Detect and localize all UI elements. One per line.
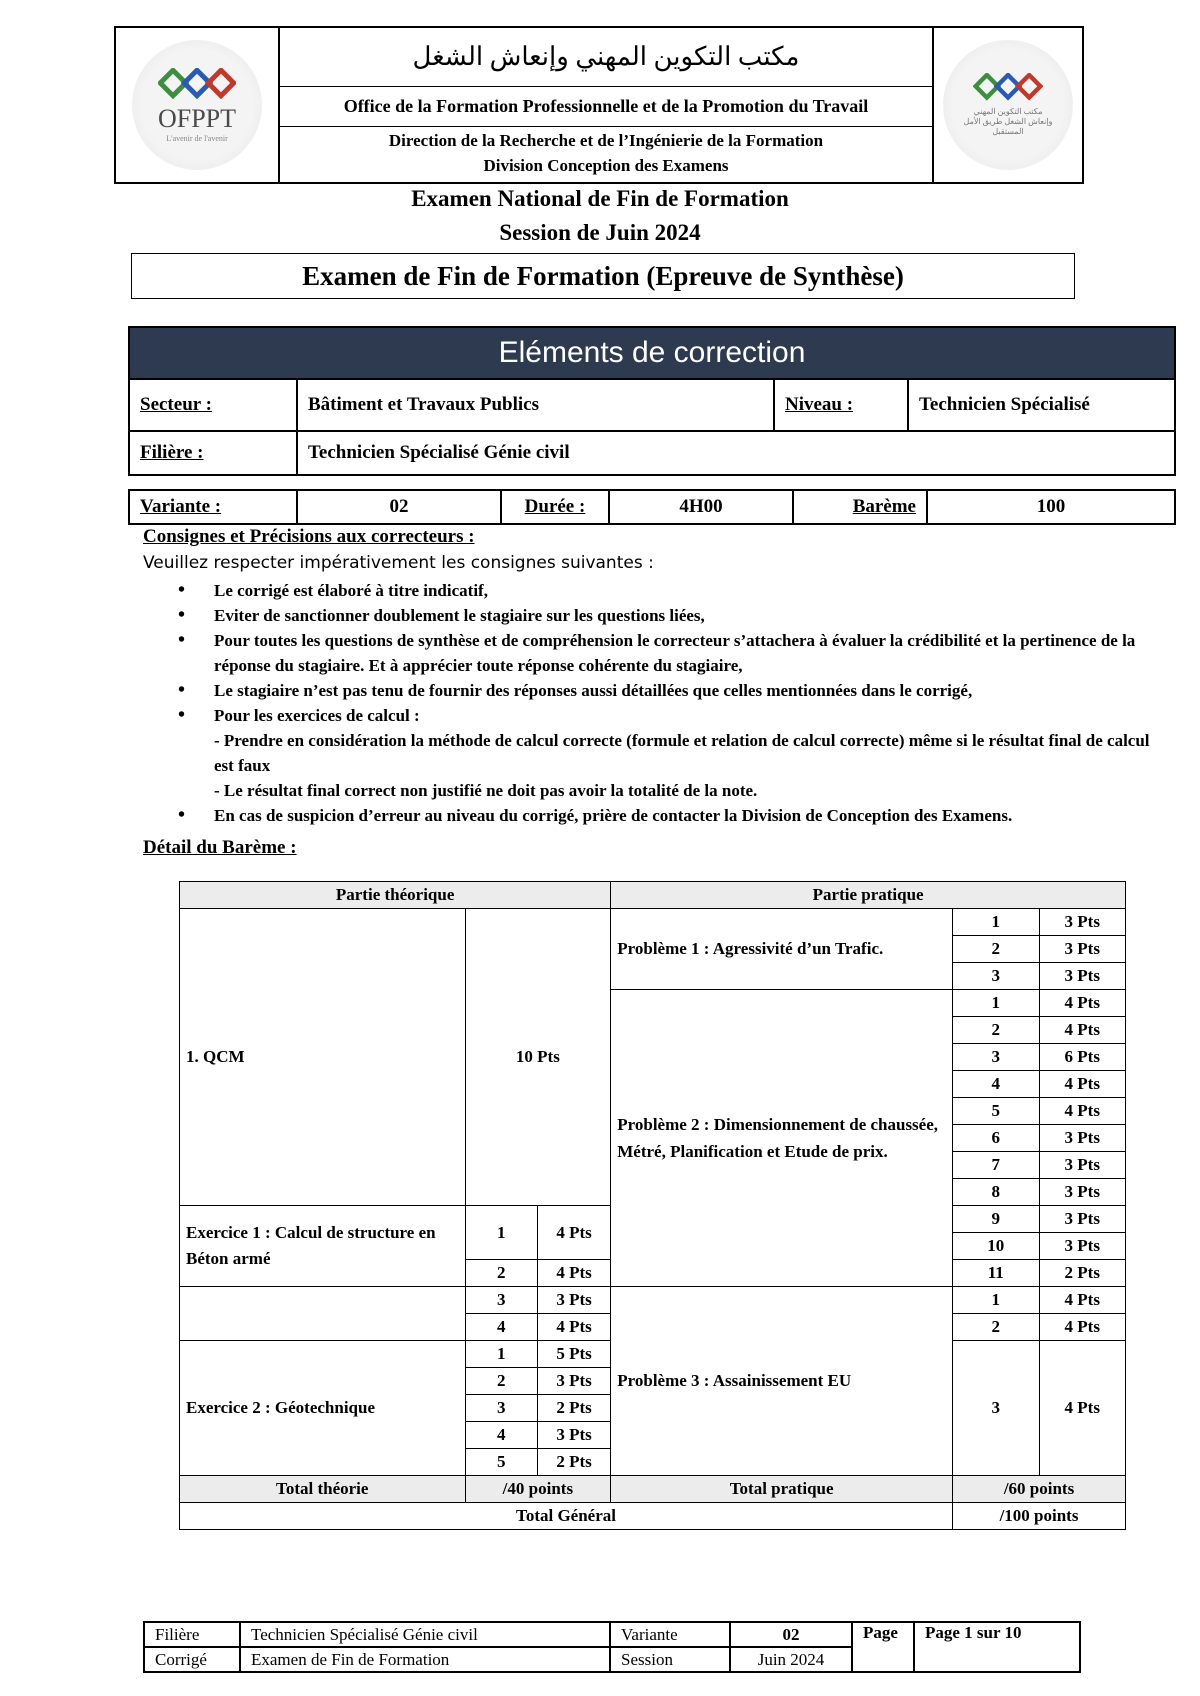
logo-arabic-text: مكتب التكوين المهني وإنعاش الشغل طريق الأمل المستقبل bbox=[963, 107, 1053, 136]
practice-header: Partie pratique bbox=[611, 882, 1126, 909]
bareme-table bbox=[179, 881, 1126, 1530]
bareme-title: Détail du Barème : bbox=[143, 837, 297, 858]
q-points: 4 Pts bbox=[1039, 990, 1126, 1017]
consignes-intro: Veuillez respecter impérativement les consignes suivantes : bbox=[143, 553, 654, 573]
q-points: 3 Pts bbox=[537, 1422, 610, 1449]
niveau-value: Technicien Spécialisé bbox=[908, 379, 1175, 431]
problem2-label: Problème 2 : Dimensionnement de chaussée, Métré, Planification et Etude de prix. bbox=[611, 990, 953, 1287]
q-points: 3 Pts bbox=[1039, 1179, 1126, 1206]
header-box bbox=[114, 26, 1084, 184]
arabic-title: مكتب التكوين المهني وإنعاش الشغل bbox=[278, 28, 934, 87]
correction-table bbox=[128, 326, 1176, 476]
q-points: 5 Pts bbox=[537, 1341, 610, 1368]
total-general-label: Total Général bbox=[180, 1503, 953, 1530]
footer-variante-label: Variante bbox=[610, 1622, 730, 1647]
secteur-label: Secteur : bbox=[129, 379, 297, 431]
q-num: 2 bbox=[465, 1368, 537, 1395]
bareme-label: Barème bbox=[793, 490, 927, 524]
exercise1-spacer bbox=[180, 1287, 466, 1341]
direction-name: Direction de la Recherche et de l’Ingénierie de la Formation bbox=[388, 131, 824, 150]
q-num: 1 bbox=[465, 1341, 537, 1368]
variante-table bbox=[128, 489, 1176, 525]
q-num: 9 bbox=[953, 1206, 1039, 1233]
division-name: Division Conception des Examens bbox=[483, 156, 729, 175]
q-num: 6 bbox=[953, 1125, 1039, 1152]
total-general-value: /100 points bbox=[953, 1503, 1126, 1530]
q-num: 5 bbox=[953, 1098, 1039, 1125]
header-center bbox=[278, 28, 934, 182]
exercise1-label: Exercice 1 : Calcul de structure en Béton armé bbox=[180, 1206, 466, 1287]
q-points: 3 Pts bbox=[1039, 1152, 1126, 1179]
q-points: 3 Pts bbox=[1039, 1206, 1126, 1233]
niveau-label: Niveau : bbox=[774, 379, 908, 431]
consignes-list bbox=[178, 578, 1163, 828]
total-practice-label: Total pratique bbox=[611, 1476, 953, 1503]
list-item: - Le résultat final correct non justifié ne doit pas avoir la totalité de la note. bbox=[214, 781, 758, 800]
list-item: • Pour toutes les questions de synthèse et de compréhension le correcteur s’attachera à évaluer la crédibilité et la pertinence de la réponse du stagiaire. Et à apprécier toute réponse cohérente du stagiaire, bbox=[178, 628, 1163, 678]
footer-filiere-value: Technicien Spécialisé Génie civil bbox=[240, 1622, 610, 1647]
q-num: 2 bbox=[953, 936, 1039, 963]
q-points: 3 Pts bbox=[1039, 1233, 1126, 1260]
q-num: 3 bbox=[465, 1287, 537, 1314]
footer-page-label: Page bbox=[852, 1622, 914, 1672]
logo-tagline: L'avenir de l'avenir bbox=[166, 133, 228, 143]
footer-variante-value: 02 bbox=[730, 1622, 852, 1647]
q-points: 3 Pts bbox=[1039, 936, 1126, 963]
q-num: 5 bbox=[465, 1449, 537, 1476]
q-points: 6 Pts bbox=[1039, 1044, 1126, 1071]
q-points: 4 Pts bbox=[537, 1260, 610, 1287]
filiere-label: Filière : bbox=[129, 431, 297, 475]
list-item: • Le stagiaire n’est pas tenu de fournir des réponses aussi détaillées que celles mentionnées dans le corrigé, bbox=[178, 678, 1163, 703]
direction-block bbox=[278, 128, 934, 178]
footer-filiere-label: Filière bbox=[144, 1622, 240, 1647]
q-num: 1 bbox=[465, 1206, 537, 1260]
office-name: Office de la Formation Professionnelle et de la Promotion du Travail bbox=[278, 86, 934, 127]
logo-seal bbox=[132, 40, 262, 170]
exam-national-title: Examen National de Fin de Formation bbox=[411, 186, 789, 211]
q-points: 3 Pts bbox=[1039, 963, 1126, 990]
consignes-title: Consignes et Précisions aux correcteurs : bbox=[143, 526, 475, 547]
q-num: 4 bbox=[465, 1314, 537, 1341]
qcm-points: 10 Pts bbox=[465, 909, 611, 1206]
exam-session: Session de Juin 2024 bbox=[499, 220, 701, 245]
q-points: 3 Pts bbox=[537, 1368, 610, 1395]
ofppt-diamonds-icon bbox=[158, 68, 236, 102]
total-theory-value: /40 points bbox=[465, 1476, 611, 1503]
q-points: 3 Pts bbox=[537, 1287, 610, 1314]
variante-label: Variante : bbox=[129, 490, 297, 524]
q-points: 4 Pts bbox=[537, 1206, 610, 1260]
qcm-label: 1. QCM bbox=[180, 909, 466, 1206]
correction-banner: Eléments de correction bbox=[129, 327, 1175, 379]
q-num: 7 bbox=[953, 1152, 1039, 1179]
q-points: 4 Pts bbox=[1039, 1341, 1126, 1476]
list-item: - Prendre en considération la méthode de calcul correcte (formule et relation de calcul correcte) même si le résultat final de calcul est faux bbox=[214, 731, 1150, 775]
bareme-value: 100 bbox=[927, 490, 1175, 524]
total-practice-value: /60 points bbox=[953, 1476, 1126, 1503]
footer-session-label: Session bbox=[610, 1647, 730, 1672]
theory-header: Partie théorique bbox=[180, 882, 611, 909]
list-item: • Pour les exercices de calcul : bbox=[178, 703, 1163, 728]
q-num: 10 bbox=[953, 1233, 1039, 1260]
logo-brand: OFPPT bbox=[157, 103, 237, 133]
q-points: 4 Pts bbox=[1039, 1098, 1126, 1125]
q-num: 4 bbox=[953, 1071, 1039, 1098]
exercise2-label: Exercice 2 : Géotechnique bbox=[180, 1341, 466, 1476]
q-num: 3 bbox=[953, 1341, 1039, 1476]
footer-corrige-label: Corrigé bbox=[144, 1647, 240, 1672]
ofppt-diamonds-icon bbox=[973, 73, 1043, 103]
variante-value: 02 bbox=[297, 490, 501, 524]
footer-corrige-value: Examen de Fin de Formation bbox=[240, 1647, 610, 1672]
q-points: 3 Pts bbox=[1039, 909, 1126, 936]
list-item: • Le corrigé est élaboré à titre indicatif, bbox=[178, 578, 1163, 603]
q-points: 2 Pts bbox=[537, 1449, 610, 1476]
q-points: 4 Pts bbox=[1039, 1314, 1126, 1341]
problem3-label: Problème 3 : Assainissement EU bbox=[611, 1287, 953, 1476]
q-num: 3 bbox=[465, 1395, 537, 1422]
q-num: 1 bbox=[953, 990, 1039, 1017]
q-points: 3 Pts bbox=[1039, 1125, 1126, 1152]
q-points: 2 Pts bbox=[1039, 1260, 1126, 1287]
q-num: 3 bbox=[953, 963, 1039, 990]
total-theory-label: Total théorie bbox=[180, 1476, 466, 1503]
problem1-label: Problème 1 : Agressivité d’un Trafic. bbox=[611, 909, 953, 990]
exam-title: Examen de Fin de Formation (Epreuve de Synthèse) bbox=[131, 253, 1075, 299]
filiere-value: Technicien Spécialisé Génie civil bbox=[297, 431, 1175, 475]
q-num: 1 bbox=[953, 909, 1039, 936]
list-item: • Eviter de sanctionner doublement le stagiaire sur les questions liées, bbox=[178, 603, 1163, 628]
q-num: 8 bbox=[953, 1179, 1039, 1206]
q-points: 4 Pts bbox=[1039, 1017, 1126, 1044]
q-num: 1 bbox=[953, 1287, 1039, 1314]
q-points: 2 Pts bbox=[537, 1395, 610, 1422]
q-num: 2 bbox=[465, 1260, 537, 1287]
duree-value: 4H00 bbox=[609, 490, 793, 524]
q-points: 4 Pts bbox=[1039, 1287, 1126, 1314]
ofppt-logo-left bbox=[116, 28, 280, 182]
footer-table bbox=[143, 1621, 1081, 1673]
q-num: 3 bbox=[953, 1044, 1039, 1071]
footer-page-value: Page 1 sur 10 bbox=[914, 1622, 1080, 1672]
q-num: 2 bbox=[953, 1314, 1039, 1341]
footer-session-value: Juin 2024 bbox=[730, 1647, 852, 1672]
q-points: 4 Pts bbox=[537, 1314, 610, 1341]
q-points: 4 Pts bbox=[1039, 1071, 1126, 1098]
q-num: 11 bbox=[953, 1260, 1039, 1287]
secteur-value: Bâtiment et Travaux Publics bbox=[297, 379, 774, 431]
duree-label: Durée : bbox=[501, 490, 609, 524]
list-item: • En cas de suspicion d’erreur au niveau du corrigé, prière de contacter la Division de Conception des Examens. bbox=[178, 803, 1163, 828]
q-num: 4 bbox=[465, 1422, 537, 1449]
ofppt-logo-right bbox=[932, 28, 1082, 182]
logo-seal-right bbox=[943, 40, 1073, 170]
q-num: 2 bbox=[953, 1017, 1039, 1044]
